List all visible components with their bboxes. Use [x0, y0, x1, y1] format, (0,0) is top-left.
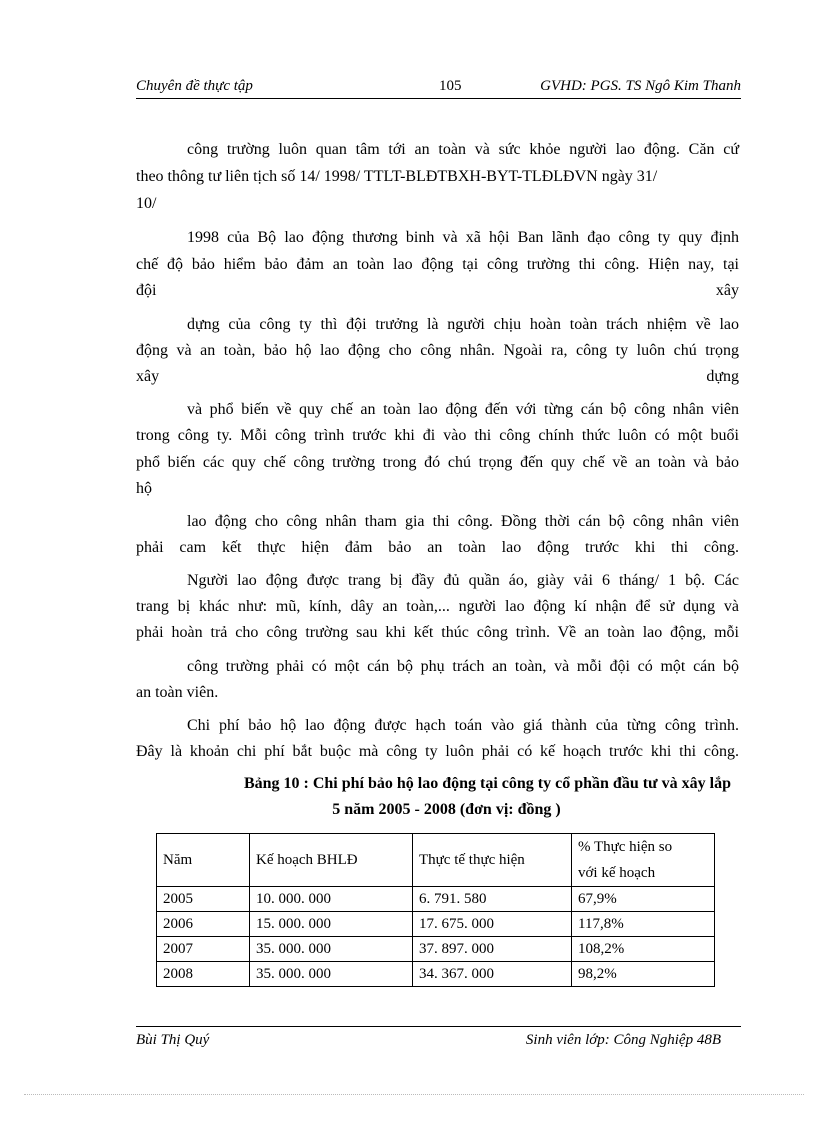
text-line: hộ: [136, 480, 152, 497]
text-line: trang bị khác như: mũ, kính, dây an toàn,... người lao động kí nhận để sử dụng và: [136, 598, 739, 615]
cell-percent: 108,2%: [572, 937, 715, 962]
table-caption-subtitle: 5 năm 2005 - 2008 (đơn vị: đồng ): [332, 801, 561, 818]
footer-author: Bùi Thị Quý: [136, 1032, 210, 1048]
footer-class: Sinh viên lớp: Công Nghiệp 48B: [525, 1032, 721, 1048]
column-header-year: Năm: [157, 834, 250, 887]
text-fragment: đội: [136, 282, 157, 299]
column-header-actual: Thực tế thực hiện: [413, 834, 572, 887]
text-line: phải cam kết thực hiện đảm bảo an toàn lao động trước khi thi công.: [136, 539, 739, 556]
header-title: Chuyên đề thực tập: [136, 78, 253, 94]
text-line: công trường luôn quan tâm tới an toàn và sức khỏe người lao động. Căn cứ: [187, 141, 739, 158]
page-header: [136, 76, 741, 99]
page-footer: [136, 1026, 741, 1051]
header-supervisor: GVHD: PGS. TS Ngô Kim Thanh: [540, 78, 741, 94]
cell-percent: 98,2%: [572, 962, 715, 987]
text-line: Chi phí bảo hộ lao động được hạch toán vào giá thành của từng công trình.: [187, 717, 739, 734]
cell-year: 2005: [157, 887, 250, 912]
cell-year: 2006: [157, 912, 250, 937]
cell-percent: 67,9%: [572, 887, 715, 912]
cell-actual: 34. 367. 000: [413, 962, 572, 987]
text-line: [136, 365, 739, 389]
cell-percent: 117,8%: [572, 912, 715, 937]
cell-plan: 35. 000. 000: [250, 937, 413, 962]
cost-table: [156, 833, 715, 987]
header-text: % Thực hiện so: [578, 839, 673, 855]
table-row: [157, 962, 715, 987]
table-header-row: [157, 834, 715, 887]
cell-actual: 6. 791. 580: [413, 887, 572, 912]
column-header-percent: [572, 834, 715, 887]
text-line: trong công ty. Mỗi công trình trước khi đi vào thi công chính thức luôn có một buổi: [136, 427, 739, 444]
text-line: 10/: [136, 195, 157, 212]
text-line: Người lao động được trang bị đầy đủ quần áo, giày vải 6 tháng/ 1 bộ. Các: [187, 572, 739, 589]
text-line: theo thông tư liên tịch số 14/ 1998/ TTLT-BLĐTBXH-BYT-TLĐLĐVN ngày 31/: [136, 168, 658, 185]
text-line: động và an toàn, bảo hộ lao động cho công nhân. Ngoài ra, công ty luôn chú trọng: [136, 342, 739, 359]
text-line: công trường phải có một cán bộ phụ trách an toàn, và mỗi đội có một cán bộ: [187, 658, 739, 675]
table-caption: Bảng 10 : Chi phí bảo hộ lao động tại công ty cổ phần đầu tư và xây lắp: [243, 775, 731, 792]
text-fragment: xây: [136, 368, 160, 385]
cell-plan: 10. 000. 000: [250, 887, 413, 912]
page-bottom-divider: [24, 1094, 804, 1095]
text-line: phải hoàn trả cho công trường sau khi kết thúc công trình. Về an toàn lao động, mỗi: [136, 624, 739, 641]
page-number: 105: [439, 78, 462, 94]
cell-plan: 35. 000. 000: [250, 962, 413, 987]
text-line: Đây là khoản chi phí bắt buộc mà công ty luôn phải có kế hoạch trước khi thi công.: [136, 743, 739, 760]
cell-plan: 15. 000. 000: [250, 912, 413, 937]
text-line: 1998 của Bộ lao động thương binh và xã hội Ban lãnh đạo công ty quy định: [187, 229, 739, 246]
text-line: [136, 279, 739, 303]
cell-actual: 17. 675. 000: [413, 912, 572, 937]
table-row: [157, 887, 715, 912]
column-header-plan: Kế hoạch BHLĐ: [250, 834, 413, 887]
text-line: và phổ biến về quy chế an toàn lao động đến với từng cán bộ công nhân viên: [187, 401, 739, 418]
text-line: lao động cho công nhân tham gia thi công. Đồng thời cán bộ công nhân viên: [187, 513, 739, 530]
text-line: an toàn viên.: [136, 684, 219, 701]
text-line: dựng của công ty thì đội trưởng là người chịu hoàn toàn trách nhiệm về lao: [187, 316, 739, 333]
text-line: chế độ bảo hiểm bảo đảm an toàn lao động tại công trường thi công. Hiện nay, tại: [136, 256, 739, 273]
text-line: phổ biến các quy chế công trường trong đó chú trọng đến quy chế về an toàn và bảo: [136, 454, 739, 471]
cell-actual: 37. 897. 000: [413, 937, 572, 962]
text-fragment: dựng: [706, 368, 739, 385]
cell-year: 2007: [157, 937, 250, 962]
text-fragment: xây: [715, 282, 739, 299]
header-text: với kế hoạch: [578, 865, 656, 881]
table-row: [157, 912, 715, 937]
table-row: [157, 937, 715, 962]
cell-year: 2008: [157, 962, 250, 987]
